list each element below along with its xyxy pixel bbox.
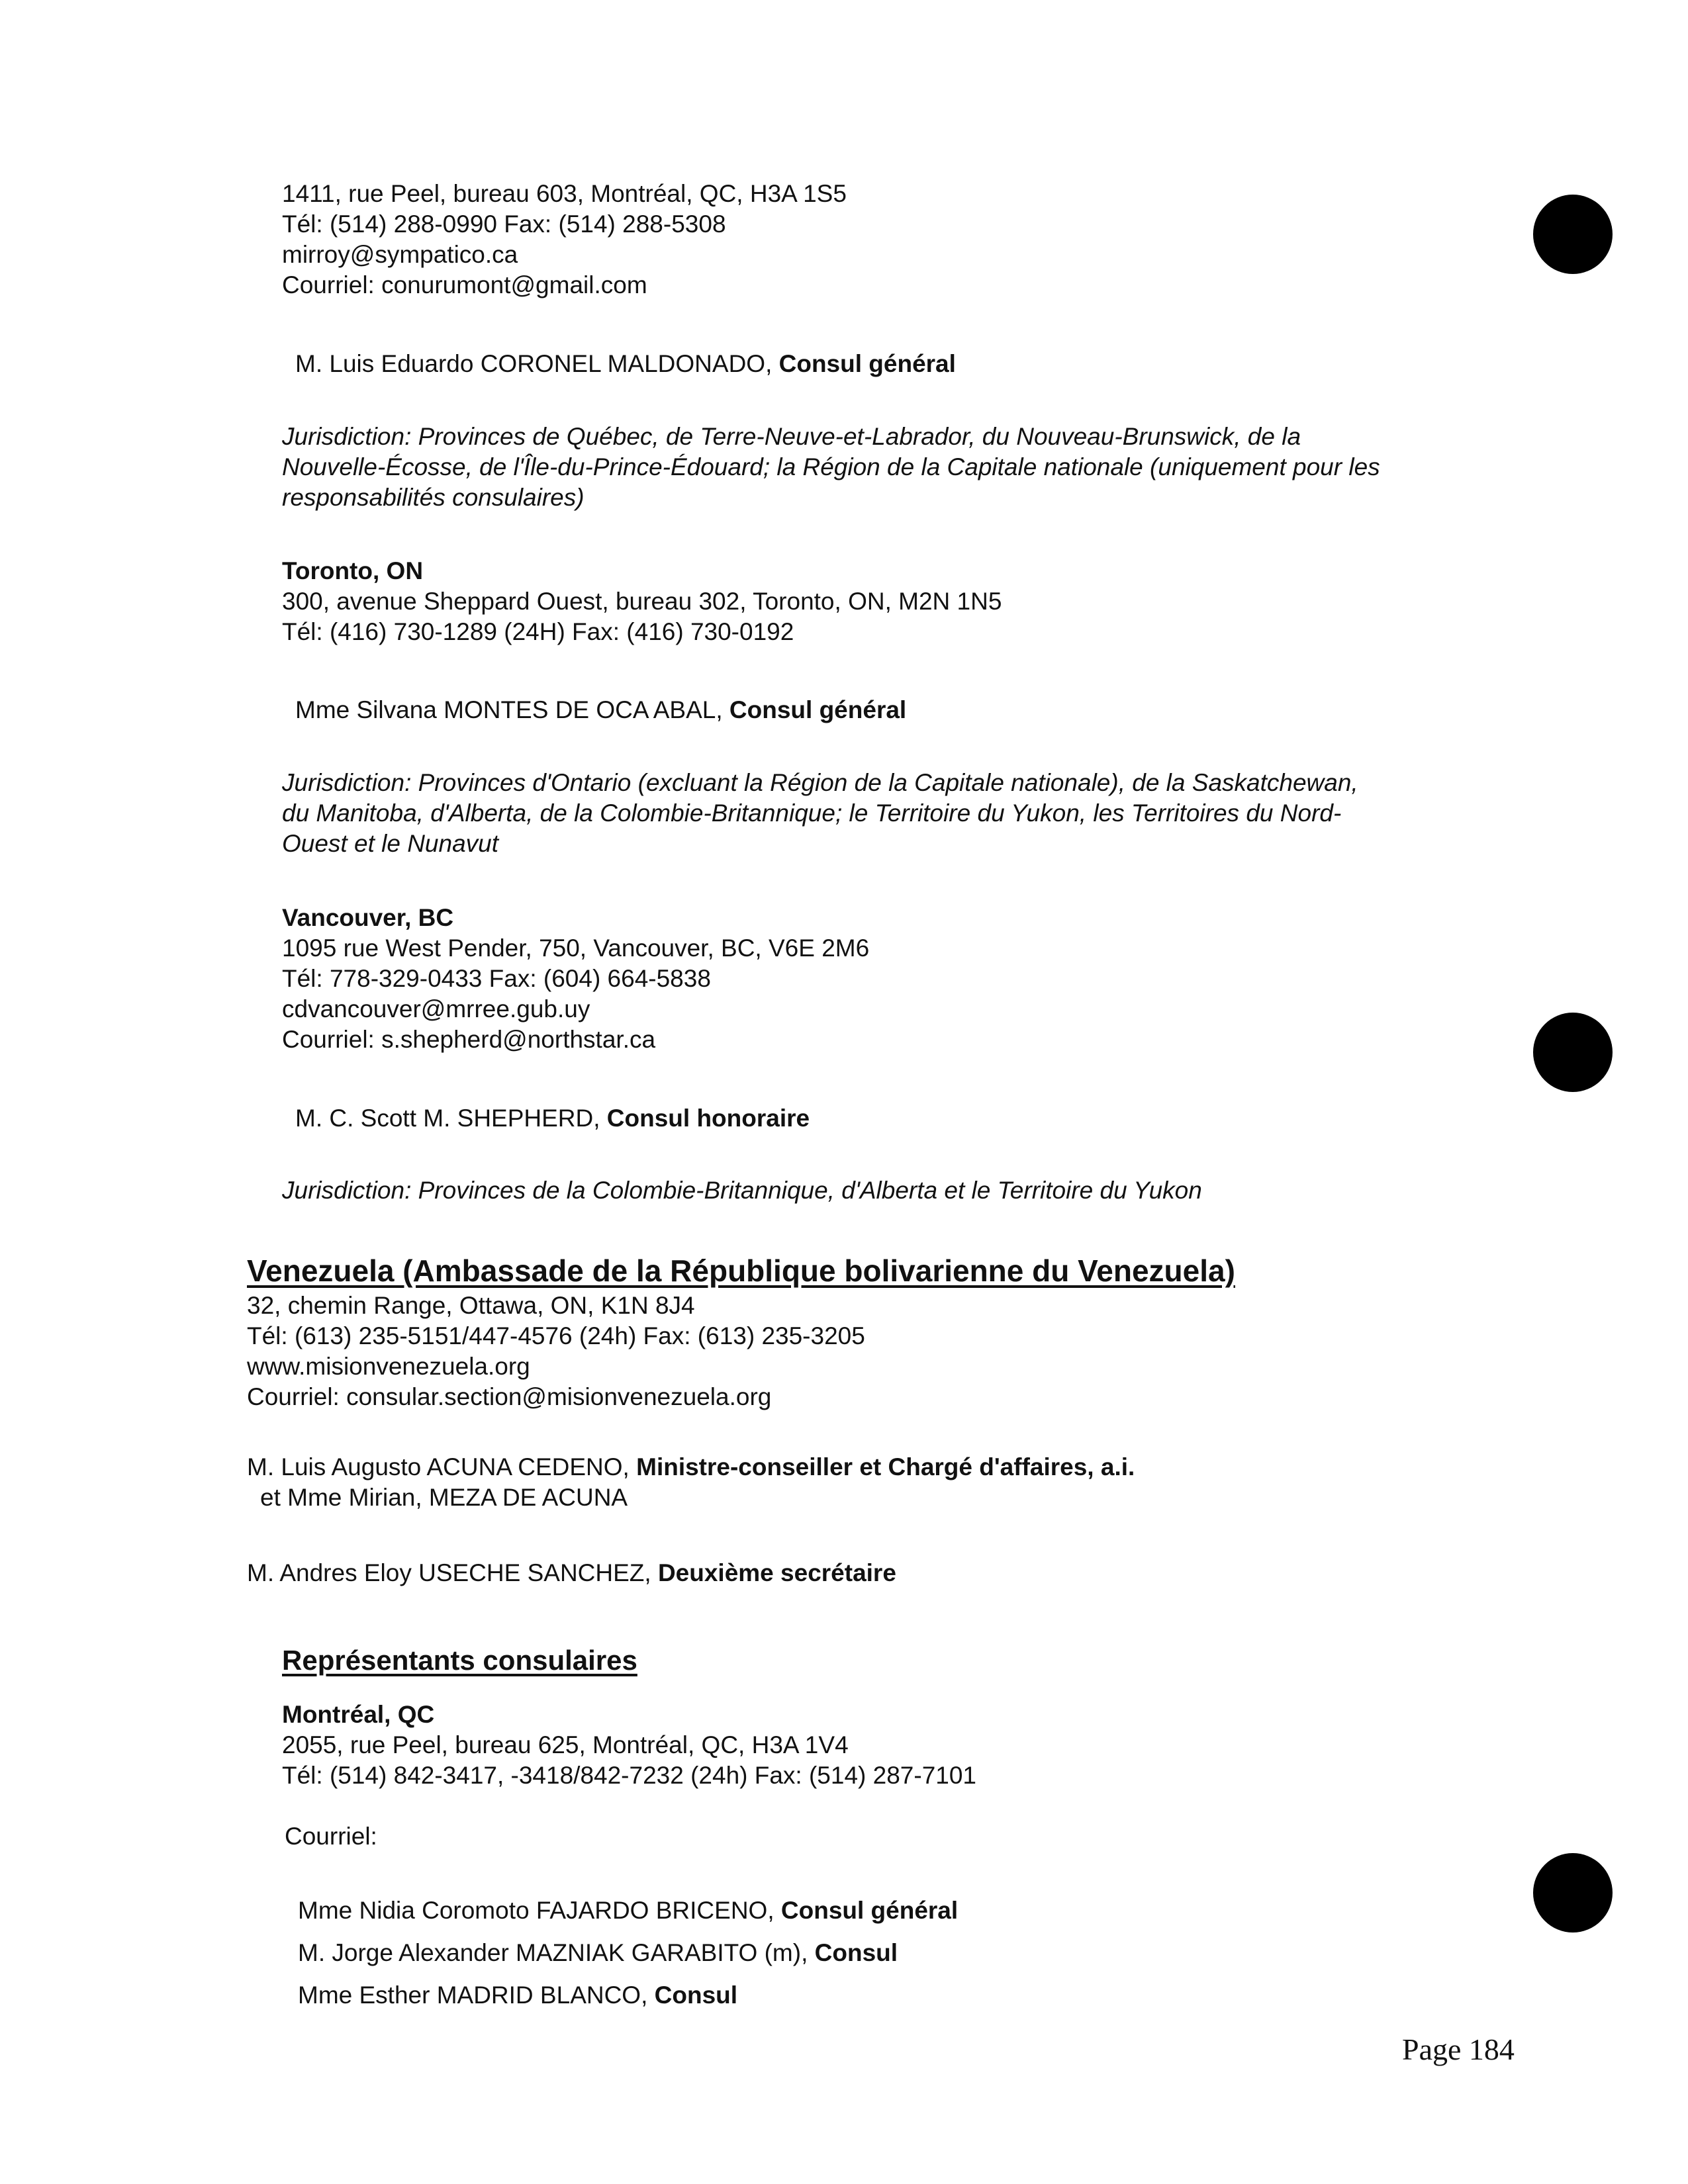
spouse-line: et Mme Mirian, MEZA DE ACUNA [260, 1484, 628, 1511]
diplomat-entry [247, 1558, 896, 1588]
diplomat-entry [247, 1452, 1135, 1482]
consul-entry [298, 1895, 958, 1926]
address-line: 32, chemin Range, Ottawa, ON, K1N 8J4 [247, 1292, 695, 1319]
email-line: Courriel: s.shepherd@northstar.ca [282, 1026, 656, 1053]
email-line: Courriel: [285, 1823, 377, 1850]
person-name: M. Luis Eduardo CORONEL MALDONADO, [295, 350, 779, 377]
consul-entry [298, 1938, 898, 1968]
phone-fax-line: Tél: (514) 288-0990 Fax: (514) 288-5308 [282, 210, 726, 238]
person-title: Ministre-conseiller et Chargé d'affaires, a.i. [636, 1453, 1135, 1480]
email-line: cdvancouver@mrree.gub.uy [282, 995, 590, 1023]
hole-punch-top [1533, 195, 1613, 274]
consul-entry [295, 1103, 810, 1134]
city-heading: Vancouver, BC [282, 904, 454, 931]
address-line: 1095 rue West Pender, 750, Vancouver, BC, V6E 2M6 [282, 934, 870, 962]
consul-entry [295, 349, 956, 379]
jurisdiction-line: Nouvelle-Écosse, de l'Île-du-Prince-Édouard; la Région de la Capitale nationale (uniquement pour les [282, 453, 1380, 480]
website-line: www.misionvenezuela.org [247, 1353, 530, 1380]
phone-fax-line: Tél: (514) 842-3417, -3418/842-7232 (24h) Fax: (514) 287-7101 [282, 1762, 977, 1789]
person-name: M. C. Scott M. SHEPHERD, [295, 1105, 607, 1132]
phone-fax-line: Tél: (416) 730-1289 (24H) Fax: (416) 730-0192 [282, 618, 794, 645]
hole-punch-bottom [1533, 1853, 1613, 1933]
jurisdiction-line: responsabilités consulaires) [282, 484, 585, 511]
person-title: Consul [654, 1981, 738, 2009]
section-heading: Représentants consulaires [282, 1645, 637, 1676]
person-title: Consul honoraire [606, 1105, 810, 1132]
person-name: M. Luis Augusto ACUNA CEDENO, [247, 1453, 637, 1480]
person-title: Consul [814, 1939, 898, 1966]
hole-punch-middle [1533, 1013, 1613, 1092]
person-name: Mme Silvana MONTES DE OCA ABAL, [295, 696, 729, 723]
jurisdiction-line: du Manitoba, d'Alberta, de la Colombie-Britannique; le Territoire du Yukon, les Territoires du Nord- [282, 799, 1342, 827]
phone-fax-line: Tél: 778-329-0433 Fax: (604) 664-5838 [282, 965, 711, 992]
city-heading: Toronto, ON [282, 557, 424, 584]
person-title: Deuxième secrétaire [657, 1559, 896, 1586]
person-name: M. Andres Eloy USECHE SANCHEZ, [247, 1559, 658, 1586]
person-title: Consul général [729, 696, 907, 723]
email-line: mirroy@sympatico.ca [282, 241, 518, 268]
address-line: 2055, rue Peel, bureau 625, Montréal, QC, H3A 1V4 [282, 1731, 849, 1758]
address-line: 1411, rue Peel, bureau 603, Montréal, QC, H3A 1S5 [282, 180, 847, 207]
address-line: 300, avenue Sheppard Ouest, bureau 302, Toronto, ON, M2N 1N5 [282, 588, 1002, 615]
jurisdiction-line: Jurisdiction: Provinces d'Ontario (excluant la Région de la Capitale nationale), de la Saskatchewan, [282, 769, 1358, 796]
person-name: Mme Nidia Coromoto FAJARDO BRICENO, [298, 1897, 781, 1924]
consul-entry [295, 695, 906, 725]
city-heading: Montréal, QC [282, 1701, 435, 1728]
jurisdiction-line: Ouest et le Nunavut [282, 830, 499, 857]
consul-entry [298, 1980, 737, 2011]
person-title: Consul général [778, 350, 956, 377]
phone-fax-line: Tél: (613) 235-5151/447-4576 (24h) Fax: (613) 235-3205 [247, 1322, 865, 1349]
jurisdiction-line: Jurisdiction: Provinces de la Colombie-Britannique, d'Alberta et le Territoire du Yukon [282, 1177, 1202, 1204]
jurisdiction-line: Jurisdiction: Provinces de Québec, de Terre-Neuve-et-Labrador, du Nouveau-Brunswick, de la [282, 423, 1301, 450]
country-heading: Venezuela (Ambassade de la République bolivarienne du Venezuela) [247, 1253, 1235, 1288]
person-title: Consul général [780, 1897, 959, 1924]
person-name: M. Jorge Alexander MAZNIAK GARABITO (m), [298, 1939, 815, 1966]
page-number: Page 184 [1402, 2032, 1515, 2066]
email-line: Courriel: conurumont@gmail.com [282, 271, 647, 298]
email-line: Courriel: consular.section@misionvenezuela.org [247, 1383, 772, 1410]
person-name: Mme Esther MADRID BLANCO, [298, 1981, 655, 2009]
